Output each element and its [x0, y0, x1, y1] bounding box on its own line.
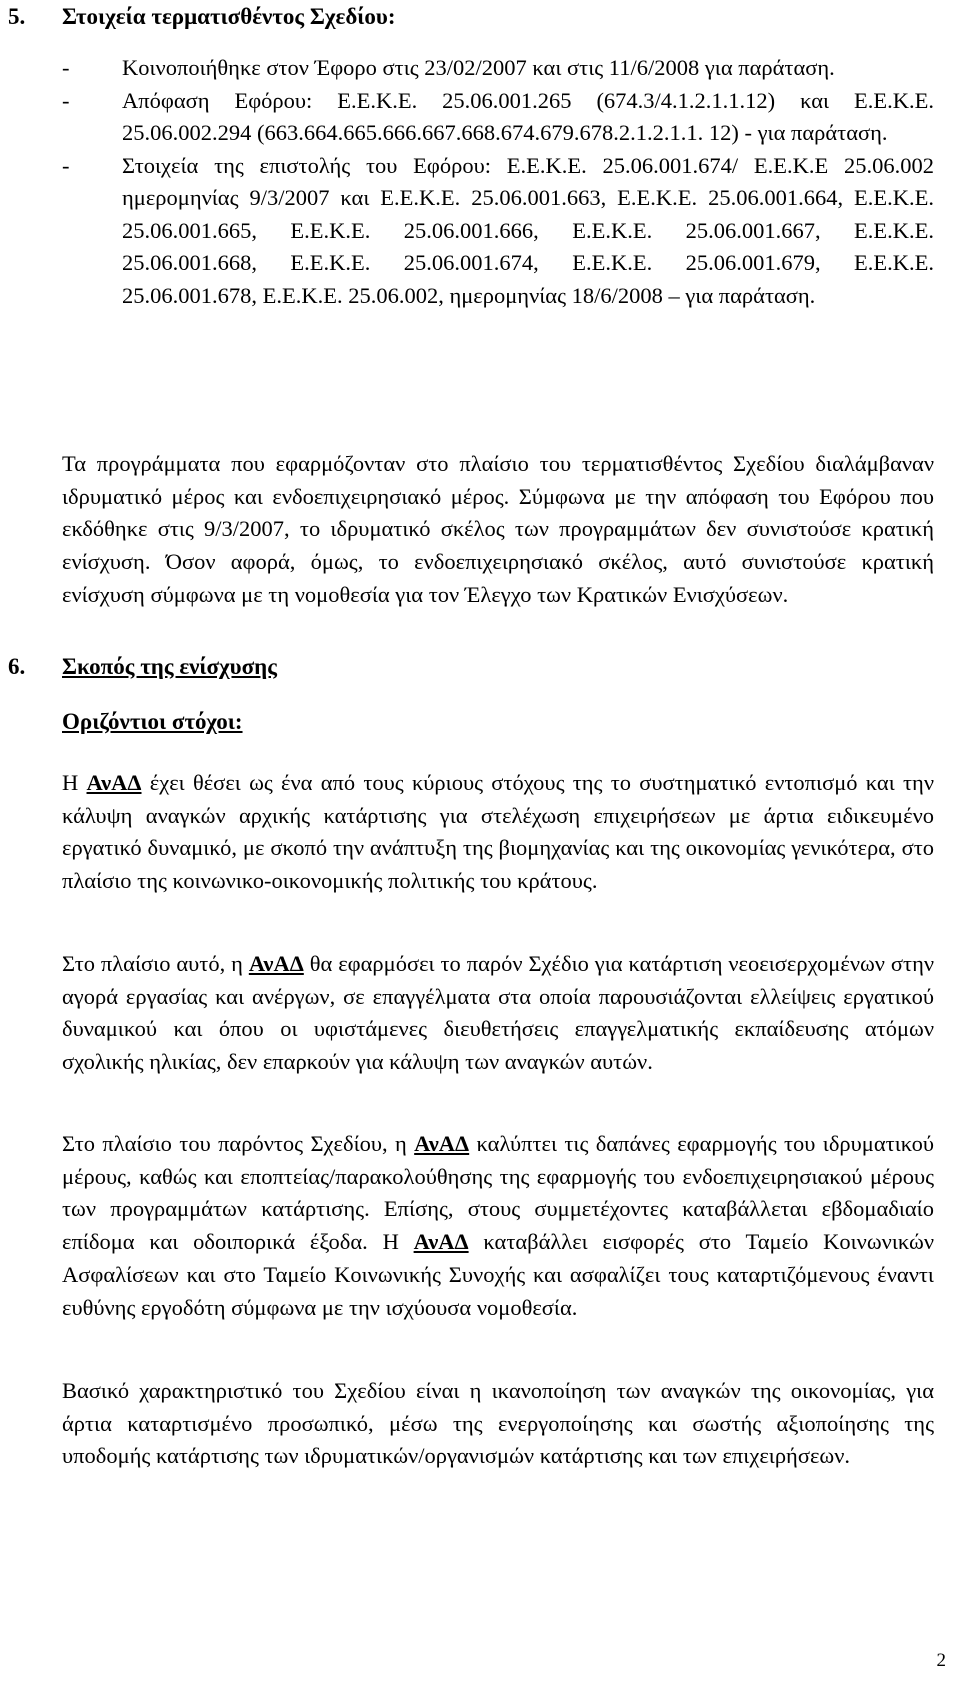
paragraph-main-goal: Η ΑνΑΔ έχει θέσει ως ένα από τους κύριους στόχους της το συστηματικό εντοπισμό και την κάλυψη αναγκών αρχικής κατάρτισης για στελέχωση επιχειρήσεων με άρτια ειδικευμένο εργατικό δυναμικό, με σκοπό την ανάπτυξη της βιομηχανίας και της οικονομίας γενικότερα, στο πλαίσιο της κοινωνικο-οικονομικής πολιτικής του κράτους.	[62, 770, 934, 894]
bullet-notified: Κοινοποιήθηκε στον Έφορο στις 23/02/2007 και στις 11/6/2008 για παράταση.	[122, 55, 835, 80]
section-5-bullet-list	[62, 52, 934, 312]
section-5-heading	[8, 2, 396, 32]
bullet-item: - Κοινοποιήθηκε στον Έφορο στις 23/02/2007 και στις 11/6/2008 για παράταση.	[62, 52, 934, 85]
paragraph-framework: Στο πλαίσιο αυτό, η ΑνΑΔ θα εφαρμόσει το παρόν Σχέδιο για κατάρτιση νεοεισερχομένων στην αγορά εργασίας και ανέργων, σε επαγγέλματα στα οποία παρουσιάζονται ελλείψεις εργατικού δυναμικού και όπου οι υφιστάμενες διευθετήσεις επαγγελματικής εκπαίδευσης ατόμων σχολικής ηλικίας, δεν επαρκούν για κάλυψη των αναγκών αυτών.	[62, 951, 935, 1075]
horizontal-goals-subheading: Οριζόντιοι στόχοι:	[62, 709, 243, 734]
section-5-paragraph: Τα προγράμματα που εφαρμόζονταν στο πλαίσιο του τερματισθέντος Σχεδίου διαλάμβαναν ιδρυματικό μέρος και ενδοεπιχειρησιακό μέρος. Σύμφωνα με την απόφαση του Εφόρου που εκδόθηκε στις 9/3/2007, το ιδρυματικό σκέλος των προγραμμάτων δεν συνιστούσε κρατική ενίσχυση. Όσον αφορά, όμως, το ενδοεπιχειρησιακό σκέλος, αυτό συνιστούσε κρατική ενίσχυση σύμφωνα με τη νομοθεσία για τον Έλεγχο των Κρατικών Ενισχύσεων.	[62, 451, 934, 607]
bullet-item: - Απόφαση Εφόρου: Ε.Ε.Κ.Ε. 25.06.001.265 (674.3/4.1.2.1.1.12) και Ε.Ε.Κ.Ε. 25.06.002.294 (663.664.665.666.667.668.674.679.678.2.1.2.1.1. 12) - για παράταση.	[62, 85, 934, 150]
section-6-number: 6.	[8, 654, 26, 679]
section-5-number: 5.	[8, 4, 26, 29]
abbrev-anad: ΑνΑΔ	[86, 770, 142, 795]
paragraph-costs: Στο πλαίσιο του παρόντος Σχεδίου, η ΑνΑΔ καλύπτει τις δαπάνες εφαρμογής του ιδρυματικού μέρους, καθώς και εποπτείας/παρακολούθησης της εφαρμογής του ενδοεπιχειρησιακού μέρους των προγραμμάτων κατάρτισης. Επίσης, στους συμμετέχοντες καταβάλλεται εβδομαδιαίο επίδομα και οδοιπορικά έξοδα. Η ΑνΑΔ καταβάλλει εισφορές στο Ταμείο Κοινωνικών Ασφαλίσεων και στο Ταμείο Κοινωνικής Συνοχής και ασφαλίζει τους καταρτιζόμενους έναντι ευθύνης εργοδότη σύμφωνα με την ισχύουσα νομοθεσία.	[62, 1131, 934, 1320]
section-6-heading	[8, 652, 277, 682]
section-5-title: Στοιχεία τερματισθέντος Σχεδίου:	[62, 4, 396, 29]
abbrev-anad: ΑνΑΔ	[248, 951, 304, 976]
bullet-item: - Στοιχεία της επιστολής του Εφόρου: Ε.Ε.Κ.Ε. 25.06.001.674/ Ε.Ε.Κ.Ε 25.06.002 ημερομηνίας 9/3/2007 και Ε.Ε.Κ.Ε. 25.06.001.663, Ε.Ε.Κ.Ε. 25.06.001.664, Ε.Ε.Κ.Ε. 25.06.001.665, Ε.Ε.Κ.Ε. 25.06.001.666, Ε.Ε.Κ.Ε. 25.06.001.667, Ε.Ε.Κ.Ε. 25.06.001.668, Ε.Ε.Κ.Ε. 25.06.001.674, Ε.Ε.Κ.Ε. 25.06.001.679, Ε.Ε.Κ.Ε. 25.06.001.678, Ε.Ε.Κ.Ε. 25.06.002, ημερομηνίας 18/6/2008 – για παράταση.	[62, 150, 934, 313]
paragraph-key-feature: Βασικό χαρακτηριστικό του Σχεδίου είναι η ικανοποίηση των αναγκών της οικονομίας, για άρτια καταρτισμένο προσωπικό, μέσω της ενεργοποίησης και σωστής αξιοποίησης της υποδομής κατάρτισης των ιδρυματικών/οργανισμών κατάρτισης και των επιχειρήσεων.	[62, 1378, 934, 1469]
bullet-decision: Απόφαση Εφόρου: Ε.Ε.Κ.Ε. 25.06.001.265 (674.3/4.1.2.1.1.12) και Ε.Ε.Κ.Ε. 25.06.002.294 (663.664.665.666.667.668.674.679.678.2.1.2.1.1. 12) - για παράταση.	[122, 87, 934, 145]
abbrev-anad: ΑνΑΔ	[414, 1131, 470, 1156]
bullet-letter-details: Στοιχεία της επιστολής του Εφόρου: Ε.Ε.Κ.Ε. 25.06.001.674/ Ε.Ε.Κ.Ε 25.06.002 ημερομηνίας 9/3/2007 και Ε.Ε.Κ.Ε. 25.06.001.663, Ε.Ε.Κ.Ε. 25.06.001.664, Ε.Ε.Κ.Ε. 25.06.001.665, Ε.Ε.Κ.Ε. 25.06.001.666, Ε.Ε.Κ.Ε. 25.06.001.667, Ε.Ε.Κ.Ε. 25.06.001.668, Ε.Ε.Κ.Ε. 25.06.001.674, Ε.Ε.Κ.Ε. 25.06.001.679, Ε.Ε.Κ.Ε. 25.06.001.678, Ε.Ε.Κ.Ε. 25.06.002, ημερομηνίας 18/6/2008 – για παράταση.	[122, 152, 934, 308]
section-6-title: Σκοπός της ενίσχυσης	[62, 654, 277, 679]
abbrev-anad: ΑνΑΔ	[413, 1229, 469, 1255]
page-number: 2	[936, 1650, 946, 1671]
